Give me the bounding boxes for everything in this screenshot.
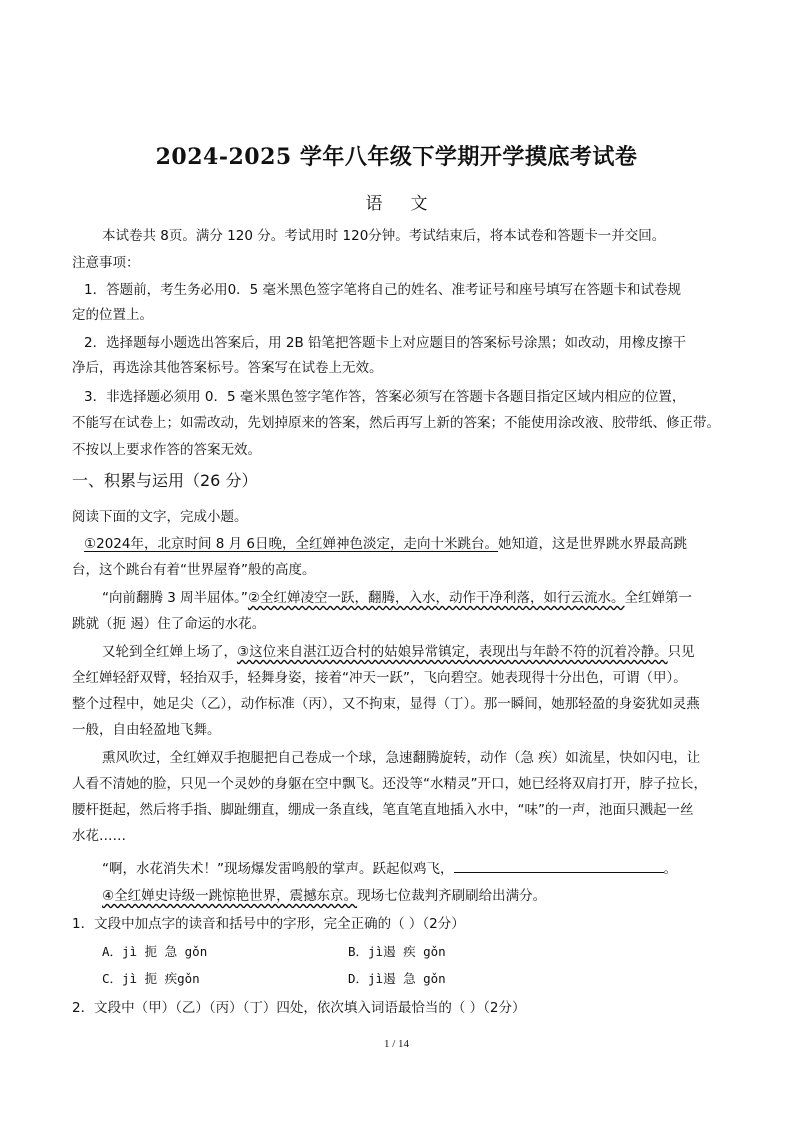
passage-paragraph-3-line3: 整个过程中，她足尖（乙），动作标准（丙），又不拘束，显得（丁）。那一瞬间，她那轻盈的身姿犹如灵燕 xyxy=(72,696,700,712)
notice-item-3-cont: 不能写在试卷上；如需改动，先划掉原来的答案，然后再写上新的答案；不能使用涂改液、胶带纸、修正带。 xyxy=(72,415,720,431)
passage-paragraph-1-cont: 台，这个跳台有着“世界屋脊”般的高度。 xyxy=(72,562,316,578)
notice-item-3-cont2: 不按以上要求作答的答案无效。 xyxy=(72,442,261,458)
notice-item-2-cont: 净后，再选涂其他答案标号。答案写在试卷上无效。 xyxy=(72,360,383,376)
passage-paragraph-3-line2: 全红婵轻舒双臂，轻抬双手，轻舞身姿，接着“冲天一跃”，飞向碧空。她表现得十分出色，可谓（甲）。 xyxy=(72,670,687,686)
reading-prompt: 阅读下面的文字，完成小题。 xyxy=(72,509,248,525)
passage-paragraph-4-line2: 人看不清她的脸，只见一个灵妙的身躯在空中飘飞。还没等“水精灵”开口，她已经将双肩打开，脖子拉长， xyxy=(72,776,707,792)
notice-item-1-cont: 定的位置上。 xyxy=(72,307,153,323)
page-number: 1 / 14 xyxy=(383,1038,410,1050)
section-heading: 一、积累与运用（26 分） xyxy=(72,471,258,490)
exam-intro: 本试卷共 8页。满分 120 分。考试用时 120分钟。考试结束后，将本试卷和答题卡一并交回。 xyxy=(102,228,666,244)
q1-option-d[interactable]: D．jì遏 急 gǒn xyxy=(348,971,446,986)
notice-item-3: 3．非选择题必须用 0．5 毫米黑色签字笔作答，答案必须写在答题卡各题目指定区域内相应的位置， xyxy=(84,389,686,405)
passage-paragraph-6: ④全红婵史诗级一跳惊艳世界，震撼东京。现场七位裁判齐刷刷给出满分。 xyxy=(102,888,547,904)
passage-paragraph-4-line3: 腰杆挺起，然后将手指、脚趾绷直，绷成一条直线，笔直笔直地插入水中，“味”的一声，池面只溅起一丝 xyxy=(72,802,694,818)
underlined-sentence-1: ①2024年，北京时间 8 月 6日晚，全红婵神色淡定，走向十米跳台。 xyxy=(84,536,499,552)
passage-paragraph-5: “啊，水花消失术！”现场爆发雷鸣般的掌声。跃起似鸡飞， 。 xyxy=(102,857,733,881)
passage-paragraph-4: 熏风吹过，全红婵双手抱腿把自己卷成一个球，急速翻腾旋转，动作（急 疾）如流星，快如闪电，让 xyxy=(102,750,701,766)
underlined-sentence-2: ②全红婵凌空一跃，翻腾，入水，动作干净利落，如行云流水。 xyxy=(247,590,625,606)
underlined-sentence-4: ④全红婵史诗级一跳惊艳世界，震撼东京。 xyxy=(102,888,358,904)
passage-paragraph-3-line4: 一般，自由轻盈地飞舞。 xyxy=(72,722,221,738)
q1-option-b[interactable]: B．jì遏 疾 gǒn xyxy=(348,944,446,959)
underlined-sentence-3: ③这位来自湛江迈合村的姑娘异常镇定，表现出与年龄不符的沉着冷静。 xyxy=(237,644,668,660)
passage-paragraph-2: “向前翻腾 3 周半屈体。”②全红婵凌空一跃，翻腾，入水，动作干净利落，如行云流水。全红婵第一 xyxy=(102,590,693,606)
question-2: 2．文段中（甲）（乙）（丙）（丁）四处，依次填入词语最恰当的（ ）（2分） xyxy=(72,1000,526,1016)
notice-item-1: 1．答题前，考生务必用0．5 毫米黑色签字笔将自己的姓名、准考证号和座号填写在答题卡和试卷规 xyxy=(84,282,682,298)
notice-item-2: 2．选择题每小题选出答案后，用 2B 铅笔把答题卡上对应题目的答案标号涂黑；如改动，用橡皮擦干 xyxy=(84,335,687,351)
exam-title: 2024-2025 学年八年级下学期开学摸底考试卷 xyxy=(155,144,638,170)
fill-in-blank[interactable] xyxy=(454,858,664,873)
notice-label: 注意事项： xyxy=(72,255,140,271)
question-1: 1．文段中加点字的读音和括号中的字形，完全正确的（ ）（2分） xyxy=(72,916,465,932)
subject-label: 语文 xyxy=(365,194,456,214)
passage-paragraph-3: 又轮到全红婵上场了，③这位来自湛江迈合村的姑娘异常镇定，表现出与年龄不符的沉着冷静。只见 xyxy=(102,644,695,660)
passage-paragraph-4-line4: 水花…… xyxy=(72,828,126,844)
passage-paragraph-2-cont: 跳就（扼 遏）住了命运的水花。 xyxy=(72,616,266,632)
passage-paragraph-1: ①2024年，北京时间 8 月 6日晚，全红婵神色淡定，走向十米跳台。她知道，这是世界跳水界最高跳 xyxy=(84,536,688,552)
q1-option-a[interactable]: A．jì 扼 急 gǒn xyxy=(102,944,208,959)
q1-option-c[interactable]: C．jì 扼 疾gǒn xyxy=(102,971,200,986)
